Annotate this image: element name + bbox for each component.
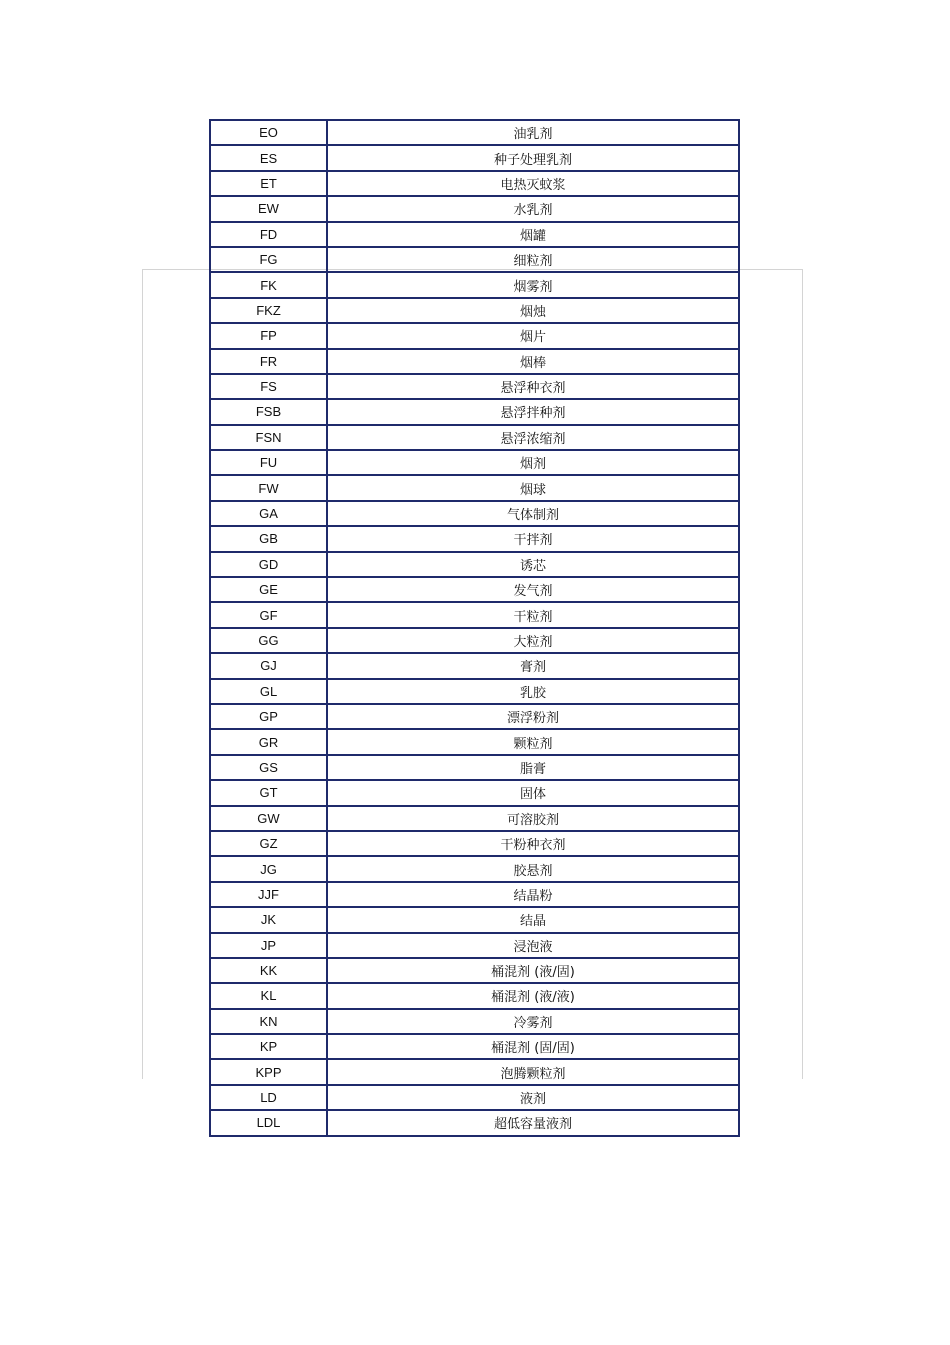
formulation-code-cell: FR [210, 349, 327, 374]
table-row [210, 679, 739, 704]
formulation-code-cell: FD [210, 222, 327, 247]
table-row [210, 1059, 739, 1084]
formulation-code-table [209, 119, 740, 1137]
formulation-name-cell: 桶混剂 (固/固) [327, 1034, 739, 1059]
table-row [210, 247, 739, 272]
table-row [210, 1085, 739, 1110]
formulation-name-cell: 油乳剂 [327, 120, 739, 145]
formulation-name-cell: 液剂 [327, 1085, 739, 1110]
formulation-code-cell: FSN [210, 425, 327, 450]
formulation-name-cell: 细粒剂 [327, 247, 739, 272]
formulation-name-cell: 烟剂 [327, 450, 739, 475]
formulation-code-cell: GA [210, 501, 327, 526]
formulation-code-cell: GG [210, 628, 327, 653]
table-row [210, 933, 739, 958]
formulation-code-cell: FK [210, 272, 327, 297]
table-row [210, 907, 739, 932]
formulation-name-cell: 烟烛 [327, 298, 739, 323]
table-row [210, 501, 739, 526]
formulation-code-cell: JJF [210, 882, 327, 907]
formulation-code-cell: KL [210, 983, 327, 1008]
formulation-name-cell: 烟棒 [327, 349, 739, 374]
table-row [210, 222, 739, 247]
formulation-code-cell: EW [210, 196, 327, 221]
formulation-code-cell: GP [210, 704, 327, 729]
formulation-code-cell: GF [210, 602, 327, 627]
formulation-name-cell: 烟雾剂 [327, 272, 739, 297]
formulation-name-cell: 烟罐 [327, 222, 739, 247]
formulation-code-cell: GB [210, 526, 327, 551]
table-row [210, 1110, 739, 1135]
formulation-code-cell: KPP [210, 1059, 327, 1084]
formulation-name-cell: 干粉种衣剂 [327, 831, 739, 856]
table-row [210, 577, 739, 602]
formulation-name-cell: 烟片 [327, 323, 739, 348]
formulation-name-cell: 漂浮粉剂 [327, 704, 739, 729]
formulation-name-cell: 桶混剂 (液/液) [327, 983, 739, 1008]
formulation-code-cell: GW [210, 806, 327, 831]
table-row [210, 729, 739, 754]
formulation-name-cell: 可溶胶剂 [327, 806, 739, 831]
table-row [210, 628, 739, 653]
formulation-name-cell: 浸泡液 [327, 933, 739, 958]
formulation-name-cell: 种子处理乳剂 [327, 145, 739, 170]
table-row [210, 145, 739, 170]
formulation-code-cell: JP [210, 933, 327, 958]
formulation-name-cell: 胶悬剂 [327, 856, 739, 881]
formulation-name-cell: 结晶粉 [327, 882, 739, 907]
formulation-name-cell: 桶混剂 (液/固) [327, 958, 739, 983]
table-row [210, 349, 739, 374]
table-row [210, 704, 739, 729]
formulation-name-cell: 悬浮种衣剂 [327, 374, 739, 399]
formulation-code-cell: GS [210, 755, 327, 780]
table-row [210, 196, 739, 221]
formulation-code-cell: LDL [210, 1110, 327, 1135]
table-row [210, 882, 739, 907]
formulation-code-cell: LD [210, 1085, 327, 1110]
table-row [210, 831, 739, 856]
table-row [210, 958, 739, 983]
formulation-code-cell: FP [210, 323, 327, 348]
formulation-code-cell: FG [210, 247, 327, 272]
table-row [210, 806, 739, 831]
table-row [210, 552, 739, 577]
table-row [210, 780, 739, 805]
formulation-code-cell: FW [210, 475, 327, 500]
formulation-code-cell: FU [210, 450, 327, 475]
formulation-code-cell: GT [210, 780, 327, 805]
table-row [210, 450, 739, 475]
formulation-code-cell: JK [210, 907, 327, 932]
formulation-name-cell: 冷雾剂 [327, 1009, 739, 1034]
formulation-name-cell: 诱芯 [327, 552, 739, 577]
formulation-code-cell: EO [210, 120, 327, 145]
formulation-name-cell: 悬浮浓缩剂 [327, 425, 739, 450]
table-row [210, 120, 739, 145]
formulation-code-cell: JG [210, 856, 327, 881]
formulation-code-cell: ES [210, 145, 327, 170]
table-row [210, 171, 739, 196]
formulation-code-cell: KP [210, 1034, 327, 1059]
formulation-name-cell: 发气剂 [327, 577, 739, 602]
formulation-name-cell: 膏剂 [327, 653, 739, 678]
formulation-name-cell: 气体制剂 [327, 501, 739, 526]
table-row [210, 399, 739, 424]
table-row [210, 323, 739, 348]
formulation-name-cell: 结晶 [327, 907, 739, 932]
formulation-code-cell: GE [210, 577, 327, 602]
formulation-code-cell: FKZ [210, 298, 327, 323]
formulation-code-cell: FSB [210, 399, 327, 424]
table-row [210, 475, 739, 500]
formulation-name-cell: 脂膏 [327, 755, 739, 780]
formulation-name-cell: 固体 [327, 780, 739, 805]
table-row [210, 298, 739, 323]
formulation-code-cell: GD [210, 552, 327, 577]
formulation-name-cell: 干粒剂 [327, 602, 739, 627]
table-row [210, 272, 739, 297]
formulation-name-cell: 颗粒剂 [327, 729, 739, 754]
table-row [210, 602, 739, 627]
table-row [210, 425, 739, 450]
formulation-name-cell: 水乳剂 [327, 196, 739, 221]
formulation-code-cell: FS [210, 374, 327, 399]
formulation-code-cell: KN [210, 1009, 327, 1034]
table-row [210, 983, 739, 1008]
table-row [210, 653, 739, 678]
formulation-name-cell: 干拌剂 [327, 526, 739, 551]
table-row [210, 526, 739, 551]
table-row [210, 374, 739, 399]
formulation-name-cell: 泡腾颗粒剂 [327, 1059, 739, 1084]
formulation-name-cell: 电热灭蚊浆 [327, 171, 739, 196]
formulation-code-cell: GR [210, 729, 327, 754]
table-row [210, 856, 739, 881]
formulation-code-cell: GJ [210, 653, 327, 678]
formulation-name-cell: 烟球 [327, 475, 739, 500]
formulation-name-cell: 悬浮拌种剂 [327, 399, 739, 424]
formulation-code-cell: ET [210, 171, 327, 196]
formulation-name-cell: 乳胶 [327, 679, 739, 704]
formulation-name-cell: 超低容量液剂 [327, 1110, 739, 1135]
table-row [210, 1034, 739, 1059]
formulation-code-cell: GL [210, 679, 327, 704]
table-body [210, 120, 739, 1136]
formulation-name-cell: 大粒剂 [327, 628, 739, 653]
table-row [210, 1009, 739, 1034]
formulation-code-cell: KK [210, 958, 327, 983]
formulation-code-cell: GZ [210, 831, 327, 856]
table-row [210, 755, 739, 780]
